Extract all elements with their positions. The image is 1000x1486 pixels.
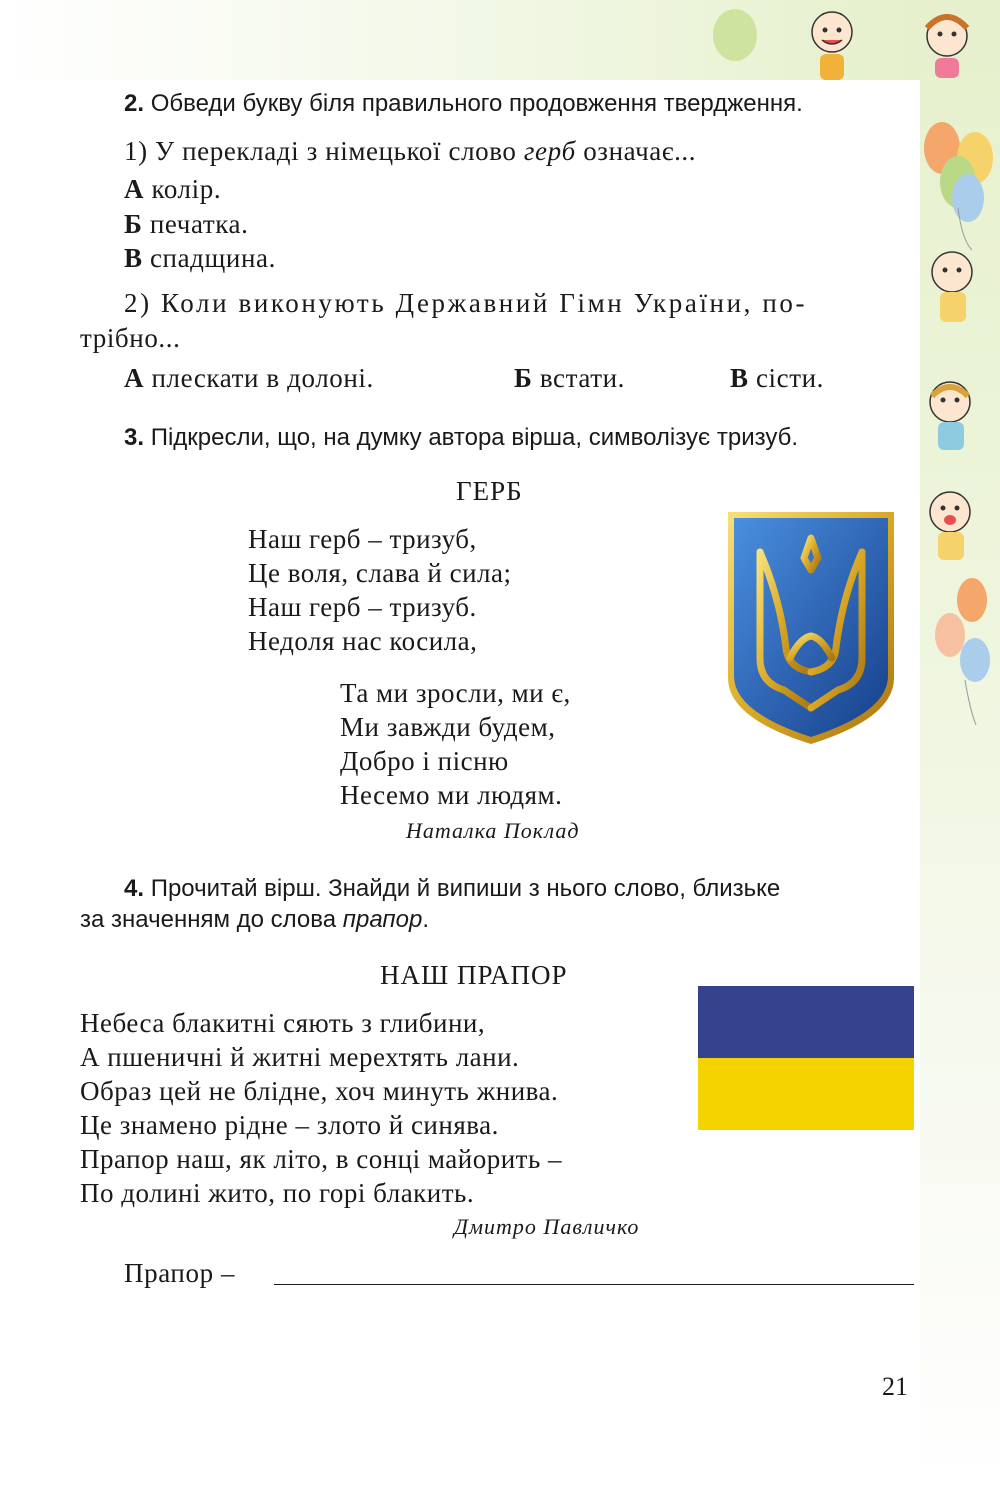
poem-line[interactable]: Ми завжди будем,: [340, 712, 556, 742]
option-text: спадщина.: [149, 243, 276, 273]
q2-text-line2: трібно...: [80, 323, 181, 353]
q1-text-end: означає...: [575, 136, 697, 166]
q2-option-b[interactable]: [514, 363, 625, 394]
poem-line[interactable]: Це воля, слава й сила;: [248, 558, 512, 588]
task4-italic-word: прапор: [342, 906, 423, 933]
ukrainian-flag-icon: [698, 986, 914, 1058]
task3-number: 3.: [124, 424, 145, 451]
poem-line[interactable]: Несемо ми людям.: [340, 780, 563, 810]
cartoon-kid-icon: [930, 382, 970, 450]
poem-stanza-2[interactable]: [340, 676, 571, 812]
cartoon-kid-icon: [812, 12, 852, 80]
option-letter: А: [124, 174, 145, 204]
poem-line: Небеса блакитні сяють з глибини,: [80, 1008, 486, 1038]
q2-text-line1: 2) Коли виконують Державний Гімн України, по-: [124, 288, 808, 318]
balloon-icon: [957, 578, 987, 622]
q1-text: 1) У перекладі з німецької слово: [124, 136, 524, 166]
q1-option-c[interactable]: [124, 243, 276, 274]
task4-heading-line2: [80, 906, 429, 934]
cartoon-kid-icon: [932, 252, 972, 322]
option-text: колір.: [151, 174, 222, 204]
q2-option-a[interactable]: [124, 363, 374, 394]
q1-italic-word: герб: [523, 136, 576, 166]
poem-stanza-1[interactable]: [248, 522, 512, 658]
poem-line[interactable]: Добро і пісню: [340, 746, 509, 776]
option-text: плескати в долоні.: [151, 363, 374, 393]
q2-option-c[interactable]: [730, 363, 824, 394]
task2-instruction: Обведи букву біля правильного продовження твердження.: [150, 90, 803, 117]
q1-option-a[interactable]: [124, 174, 221, 205]
coat-of-arms-icon: [724, 508, 898, 748]
cartoon-kid-icon: [927, 16, 967, 78]
answer-input-line[interactable]: [274, 1284, 914, 1285]
option-text: сісти.: [755, 363, 825, 393]
answer-label: Прапор –: [124, 1258, 236, 1288]
poem-line: Образ цей не блідне, хоч минуть жнива.: [80, 1076, 559, 1106]
option-letter: Б: [514, 363, 533, 393]
task4-heading-line1: [124, 875, 780, 903]
task2-number: 2.: [124, 90, 145, 117]
task2-heading: [124, 90, 803, 118]
poem-title-prapor: НАШ ПРАПОР: [380, 960, 568, 990]
task4-instruction-end: .: [422, 906, 429, 933]
option-letter: Б: [124, 209, 143, 239]
q1-option-b[interactable]: [124, 209, 248, 240]
option-text: встати.: [539, 363, 625, 393]
poem-line[interactable]: Наш герб – тризуб,: [248, 524, 477, 554]
option-text: печатка.: [149, 209, 249, 239]
poem-line: Прапор наш, як літо, в сонці майорить –: [80, 1144, 563, 1174]
ukrainian-flag-yellow-stripe: [698, 1058, 914, 1130]
poem-line[interactable]: Та ми зросли, ми є,: [340, 678, 571, 708]
task3-heading: [124, 424, 798, 452]
poem-line: Це знамено рідне – злото й синява.: [80, 1110, 499, 1140]
balloon-icon: [935, 613, 965, 657]
page-number: 21: [882, 1372, 908, 1401]
task4-instruction: Прочитай вірш. Знайди й випиши з нього слово, близьке: [150, 875, 781, 902]
balloon-icon: [960, 638, 990, 682]
poem-nash-prapor: [80, 1006, 562, 1210]
option-letter: В: [124, 243, 143, 273]
option-letter: А: [124, 363, 145, 393]
balloon-icon: [713, 9, 757, 61]
poem-line: А пшеничні й житні мерехтять лани.: [80, 1042, 520, 1072]
task2-q1: [124, 136, 696, 167]
poem-title-gerb: ГЕРБ: [456, 476, 523, 506]
option-letter: В: [730, 363, 749, 393]
poem-author-poklad: Наталка Поклад: [406, 818, 580, 843]
task4-number: 4.: [124, 875, 145, 902]
cartoon-kid-icon: [930, 492, 970, 560]
balloon-icon: [952, 174, 984, 222]
poem-line[interactable]: Недоля нас косила,: [248, 626, 478, 656]
task3-instruction: Підкресли, що, на думку автора вірша, символізує тризуб.: [150, 424, 799, 451]
poem-line: По долині жито, по горі блакить.: [80, 1178, 475, 1208]
poem-author-pavlychko: Дмитро Павличко: [454, 1214, 640, 1239]
poem-line[interactable]: Наш герб – тризуб.: [248, 592, 477, 622]
task4-instruction-cont: за значенням до слова: [80, 906, 343, 933]
